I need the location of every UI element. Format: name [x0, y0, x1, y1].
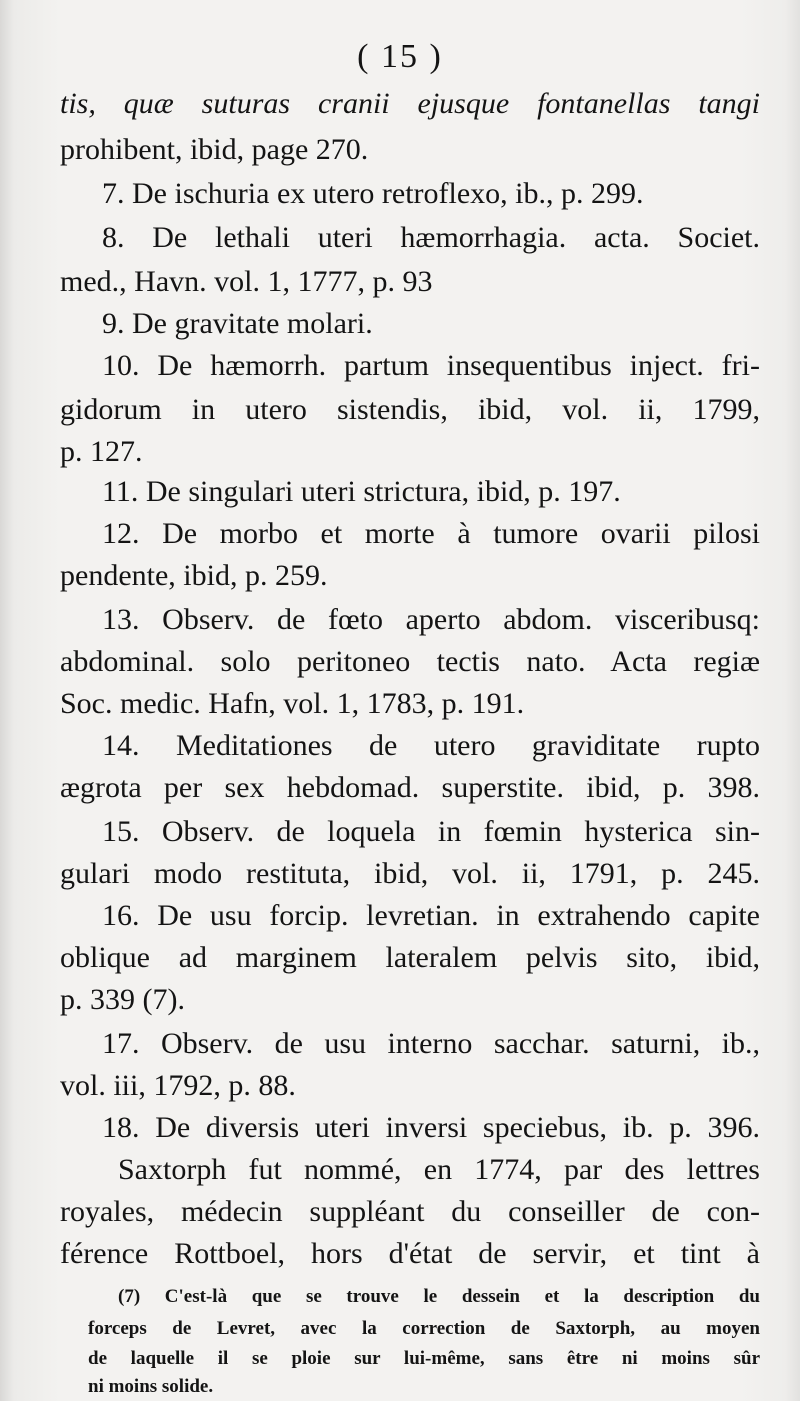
- text-line: p. 127.: [60, 435, 143, 468]
- text-line: p. 339 (7).: [60, 983, 185, 1016]
- paragraph-line: Saxtorph fut nommé, en 1774, par des lettres: [118, 1153, 760, 1186]
- footnote-line: de laquelle il se ploie sur lui-même, sans être ni moins sûr: [88, 1348, 760, 1369]
- bibliography-entry: 9. De gravitate molari.: [102, 307, 373, 340]
- bibliography-entry: 8. De lethali uteri hæmorrhagia. acta. Societ.: [102, 221, 760, 254]
- footnote-line: forceps de Levret, avec la correction de Saxtorph, au moyen: [88, 1318, 760, 1339]
- text-line: ægrota per sex hebdomad. superstite. ibid, p. 398.: [60, 771, 760, 804]
- text-line: abdominal. solo peritoneo tectis nato. Acta regiæ: [60, 645, 760, 678]
- bibliography-entry: 13. Observ. de fœto aperto abdom. visceribusq:: [102, 603, 760, 636]
- text-line: vol. iii, 1792, p. 88.: [60, 1069, 296, 1102]
- text-line: oblique ad marginem lateralem pelvis sito, ibid,: [60, 941, 760, 974]
- text-line: prohibent, ibid, page 270.: [60, 133, 369, 166]
- paragraph-line: férence Rottboel, hors d'état de servir, et tint à: [60, 1237, 760, 1270]
- bibliography-entry: 12. De morbo et morte à tumore ovarii pilosi: [102, 517, 760, 550]
- bibliography-entry: 15. Observ. de loquela in fœmin hysterica sin-: [102, 815, 760, 848]
- paragraph-line: royales, médecin suppléant du conseiller de con-: [60, 1195, 760, 1228]
- page-number: ( 15 ): [357, 38, 443, 75]
- bibliography-entry: 11. De singulari uteri strictura, ibid, p. 197.: [102, 475, 621, 508]
- footnote-line: ni moins solide.: [88, 1376, 214, 1397]
- bibliography-entry: 7. De ischuria ex utero retroflexo, ib., p. 299.: [102, 177, 644, 210]
- text-line: med., Havn. vol. 1, 1777, p. 93: [60, 265, 433, 298]
- bibliography-entry: 16. De usu forcip. levretian. in extrahendo capite: [102, 899, 760, 932]
- text-line: gulari modo restituta, ibid, vol. ii, 1791, p. 245.: [60, 857, 760, 890]
- footnote-line: (7) C'est-là que se trouve le dessein et la description du: [118, 1286, 760, 1307]
- bibliography-entry: 14. Meditationes de utero graviditate rupto: [102, 729, 760, 762]
- text-line: Soc. medic. Hafn, vol. 1, 1783, p. 191.: [60, 687, 525, 720]
- text-line: tis, quæ suturas cranii ejusque fontanellas tangi: [60, 87, 760, 120]
- bibliography-entry: 17. Observ. de usu interno sacchar. saturni, ib.,: [102, 1027, 760, 1060]
- text-line: gidorum in utero sistendis, ibid, vol. ii, 1799,: [60, 393, 760, 426]
- bibliography-entry: 18. De diversis uteri inversi speciebus, ib. p. 396.: [102, 1111, 760, 1144]
- text-line: pendente, ibid, p. 259.: [60, 559, 328, 592]
- bibliography-entry: 10. De hæmorrh. partum insequentibus inject. fri-: [102, 349, 760, 382]
